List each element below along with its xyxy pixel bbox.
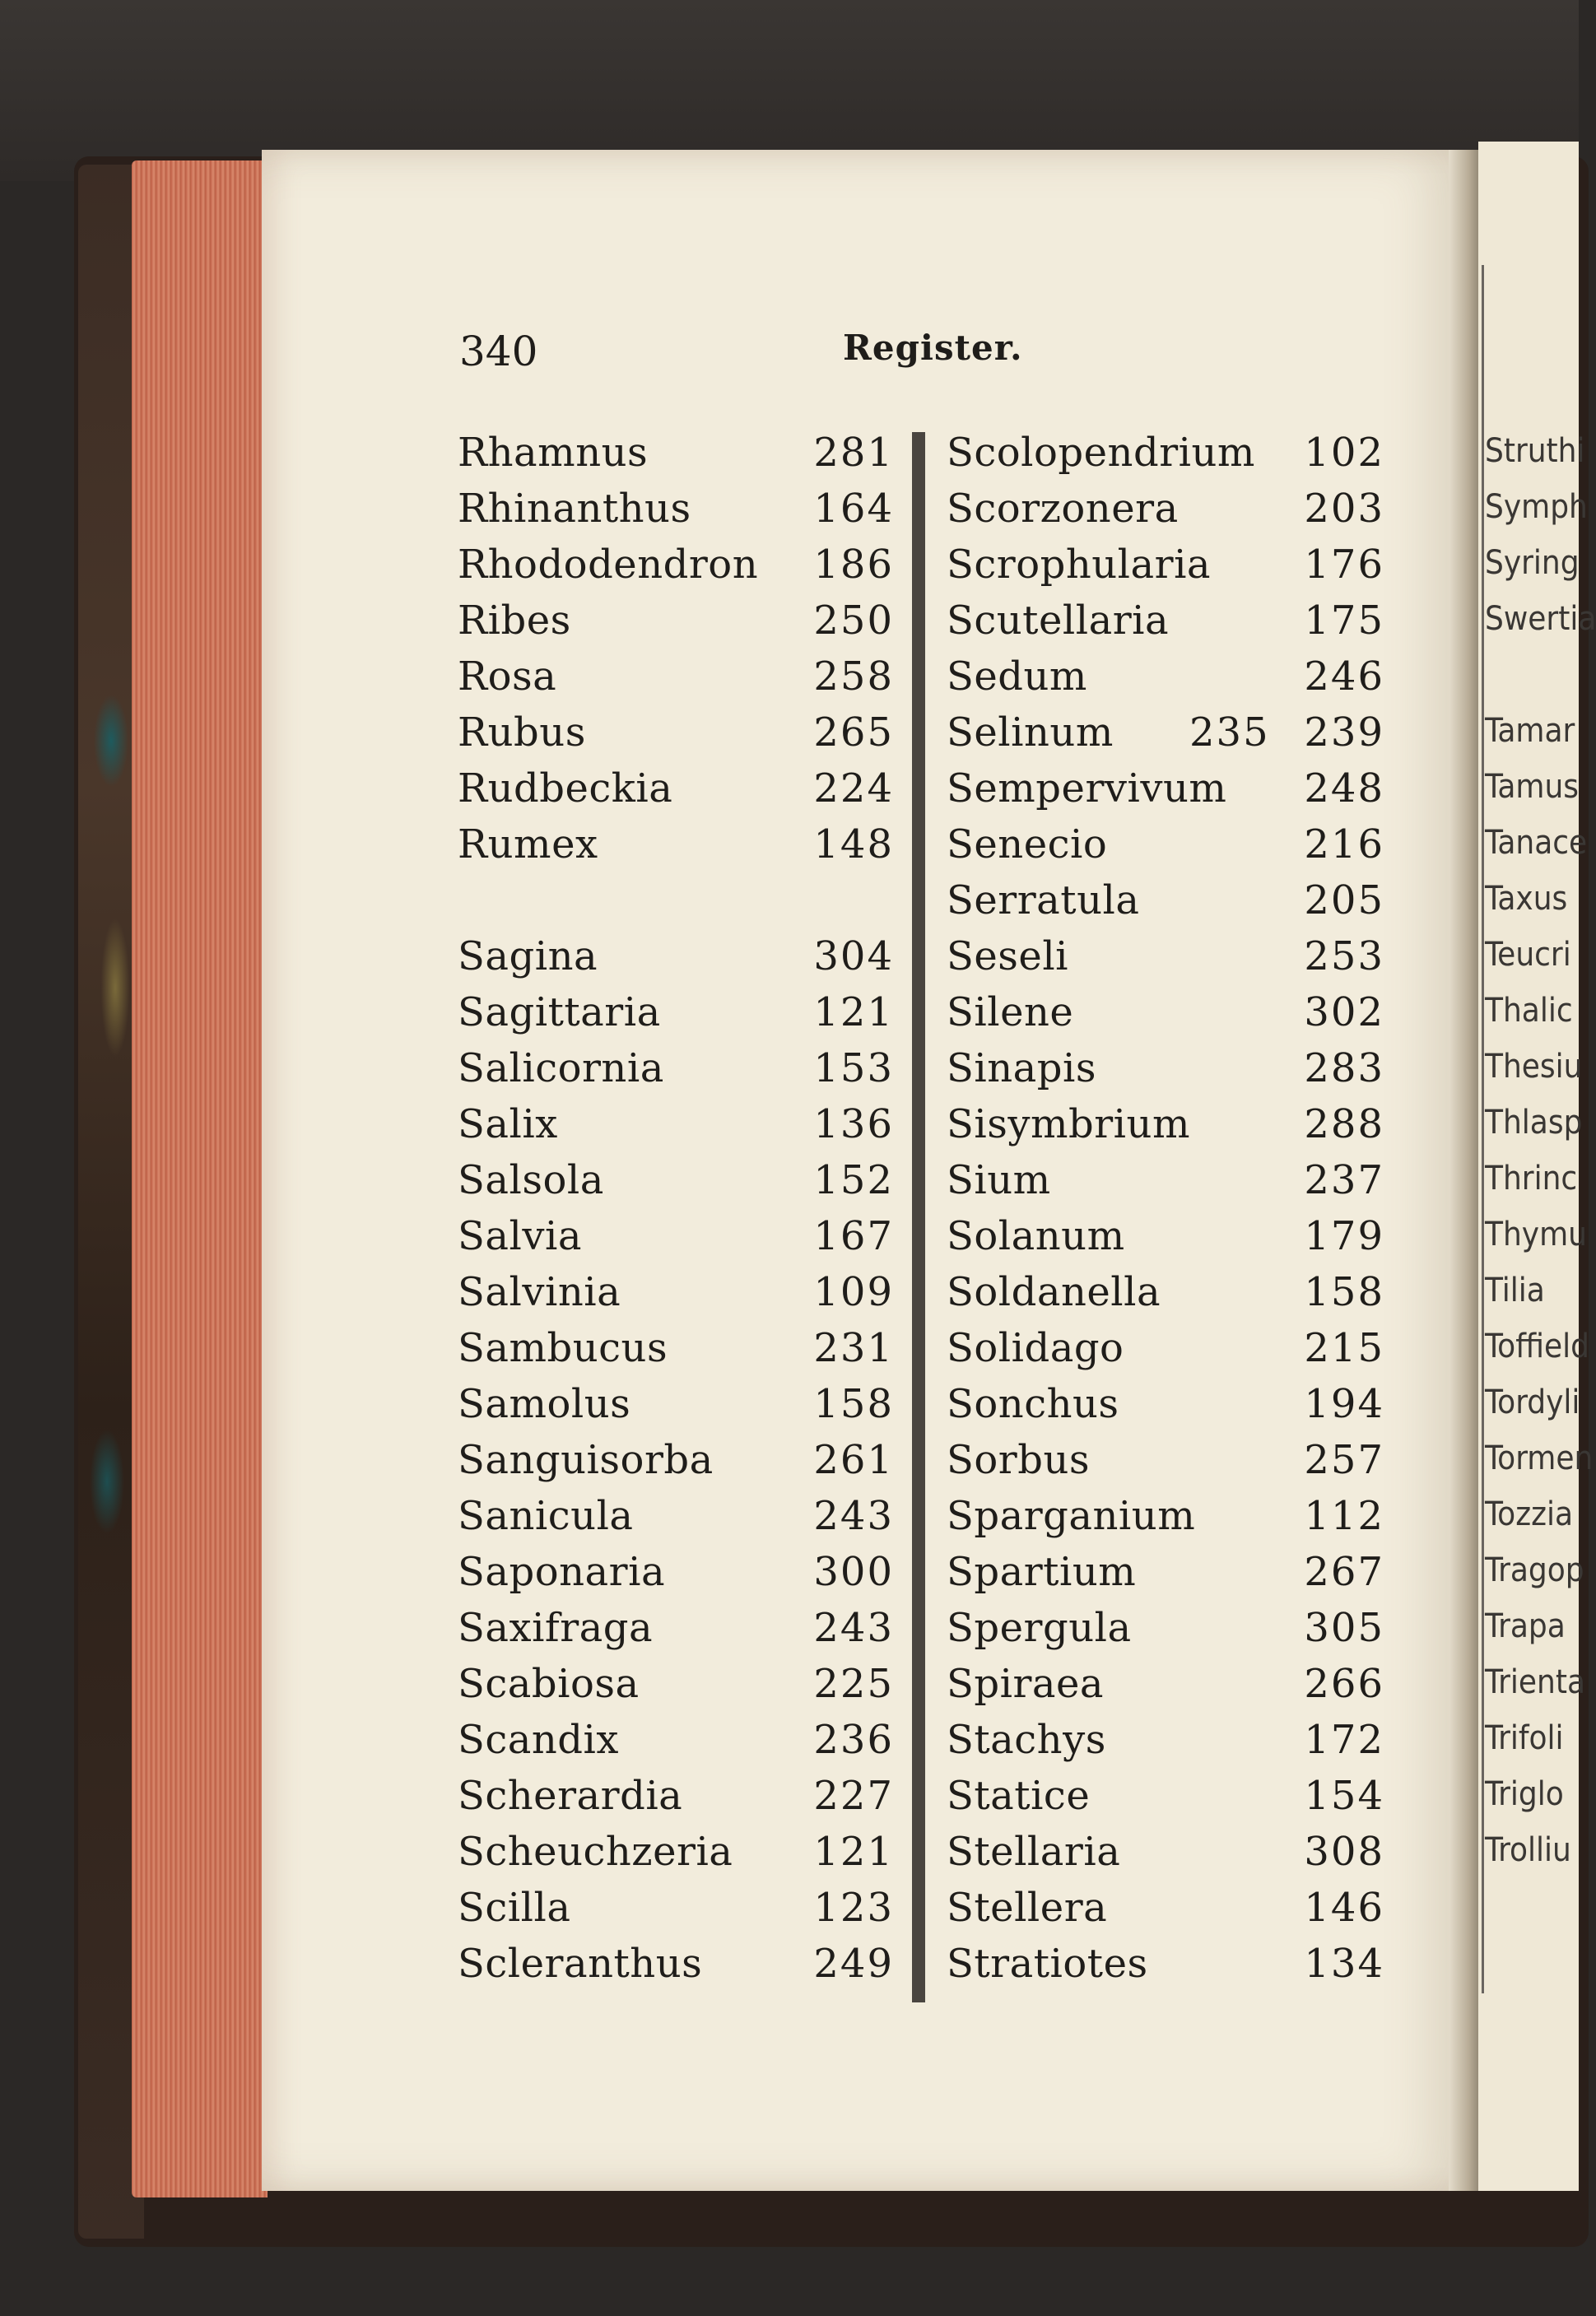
index-entry [458, 1885, 894, 1941]
entry-name: Serratula [947, 877, 1140, 923]
entry-name: Sedum [947, 653, 1087, 700]
entry-page: 172 [1304, 1717, 1384, 1763]
index-entry [947, 765, 1384, 821]
index-entry [458, 1549, 894, 1605]
index-entry [947, 1493, 1384, 1549]
entry-name: Scrophularia [947, 542, 1212, 588]
entry-page: 250 [813, 598, 894, 644]
facing-page-word: Tilia [1485, 1272, 1545, 1309]
index-entry [947, 1045, 1384, 1101]
entry-name: Ribes [458, 598, 571, 644]
entry-page: 300 [813, 1549, 894, 1595]
facing-page-word: Thesiu [1485, 1048, 1583, 1086]
entry-name: Scheuchzeria [458, 1829, 733, 1875]
entry-page: 154 [1304, 1773, 1384, 1819]
facing-page [1478, 142, 1596, 2191]
entry-name: Salix [458, 1101, 558, 1147]
entry-page: 236 [813, 1717, 894, 1763]
facing-page-word: Tordyli [1485, 1384, 1580, 1421]
entry-page: 164 [813, 486, 894, 532]
entry-page: 167 [813, 1213, 894, 1259]
entry-name: Stellera [947, 1885, 1108, 1931]
entry-page: 176 [1304, 542, 1384, 588]
entry-name: Scutellaria [947, 598, 1170, 644]
entry-page: 257 [1304, 1437, 1384, 1483]
index-entry [947, 1269, 1384, 1325]
entry-name: Sanguisorba [458, 1437, 714, 1483]
entry-page: 231 [813, 1325, 894, 1371]
entry-name: Sanicula [458, 1493, 634, 1539]
index-entry [458, 486, 894, 542]
index-entry [458, 1829, 894, 1885]
entry-name: Salvia [458, 1213, 582, 1259]
index-entry [458, 877, 894, 933]
index-entry [947, 877, 1384, 933]
index-entry [458, 1773, 894, 1829]
entry-name: Stratiotes [947, 1941, 1148, 1987]
index-entry [458, 542, 894, 598]
facing-page-word: Struthi [1485, 432, 1585, 470]
index-entry [458, 1437, 894, 1493]
entry-page: 288 [1304, 1101, 1384, 1147]
index-entry [458, 1381, 894, 1437]
entry-page: 186 [813, 542, 894, 588]
entry-page: 205 [1304, 877, 1384, 923]
index-entry [458, 1325, 894, 1381]
entry-page: 158 [1304, 1269, 1384, 1315]
index-entry [458, 1101, 894, 1157]
entry-name: Sagina [458, 933, 598, 979]
entry-page: 265 [813, 709, 894, 756]
entry-page: 239 [1304, 709, 1384, 756]
entry-name: Stachys [947, 1717, 1106, 1763]
facing-page-word: Tamus [1485, 768, 1580, 806]
entry-name: Sonchus [947, 1381, 1119, 1427]
entry-page: 112 [1304, 1493, 1384, 1539]
facing-page-word: Trapa [1485, 1607, 1566, 1645]
index-entry [458, 1717, 894, 1773]
entry-page: 261 [813, 1437, 894, 1483]
entry-name: Solidago [947, 1325, 1124, 1371]
entry-name: Senecio [947, 821, 1108, 867]
index-entry [947, 821, 1384, 877]
entry-page: 237 [1304, 1157, 1384, 1203]
facing-page-word: Thymu [1485, 1216, 1587, 1253]
entry-name: Soldanella [947, 1269, 1161, 1315]
index-entry [458, 821, 894, 877]
index-entry [947, 933, 1384, 989]
index-entry [458, 1269, 894, 1325]
entry-page: 281 [813, 430, 894, 476]
facing-page-word: Syring [1485, 544, 1580, 582]
entry-name: Scherardia [458, 1773, 683, 1819]
entry-page: 267 [1304, 1549, 1384, 1595]
facing-page-word: Trienta [1485, 1663, 1585, 1701]
index-entry [947, 1101, 1384, 1157]
entry-page: 249 [813, 1941, 894, 1987]
entry-page: 152 [813, 1157, 894, 1203]
entry-name: Sagittaria [458, 989, 661, 1035]
index-entry [458, 933, 894, 989]
entry-name: Sinapis [947, 1045, 1096, 1091]
index-entry [947, 653, 1384, 709]
facing-page-word: Trifoli [1485, 1719, 1564, 1757]
entry-page: 179 [1304, 1213, 1384, 1259]
facing-page-word: Teucri [1485, 936, 1571, 974]
entry-page: 246 [1304, 653, 1384, 700]
entry-page: 308 [1304, 1829, 1384, 1875]
entry-name: Scandix [458, 1717, 619, 1763]
entry-name: Sisymbrium [947, 1101, 1190, 1147]
index-entry [947, 1717, 1384, 1773]
column-divider [912, 432, 925, 2002]
entry-name: Sparganium [947, 1493, 1196, 1539]
facing-page-word: Swertia [1485, 600, 1596, 638]
entry-name: Scorzonera [947, 486, 1179, 532]
facing-page-word: Tamar [1485, 712, 1575, 750]
entry-name: Scleranthus [458, 1941, 703, 1987]
index-entry [947, 989, 1384, 1045]
entry-name: Stellaria [947, 1829, 1121, 1875]
page-title: Register. [843, 328, 1023, 368]
entry-page: 225 [813, 1661, 894, 1707]
page-number: 340 [459, 328, 538, 375]
index-entry [458, 653, 894, 709]
entry-name: Scilla [458, 1885, 571, 1931]
index-entry [458, 1045, 894, 1101]
index-entry [458, 1157, 894, 1213]
index-entry [458, 1493, 894, 1549]
entry-page: 224 [813, 765, 894, 812]
entry-name: Statice [947, 1773, 1091, 1819]
index-entry [947, 1325, 1384, 1381]
index-entry [458, 1661, 894, 1717]
entry-name: Scolopendrium [947, 430, 1255, 476]
entry-name: Sium [947, 1157, 1051, 1203]
index-entry [947, 1829, 1384, 1885]
index-entry [947, 1437, 1384, 1493]
facing-page-word: Tormen [1485, 1439, 1594, 1477]
entry-page: 305 [1304, 1605, 1384, 1651]
entry-page: 146 [1304, 1885, 1384, 1931]
index-column-right [947, 430, 1384, 1997]
entry-name: Rosa [458, 653, 557, 700]
entry-name: Silene [947, 989, 1074, 1035]
facing-page-rule [1482, 265, 1484, 1993]
entry-page: 102 [1304, 430, 1384, 476]
index-entry [947, 598, 1384, 653]
entry-page: 253 [1304, 933, 1384, 979]
page-gutter [1449, 150, 1482, 2191]
facing-page-word: Trolliu [1485, 1831, 1571, 1869]
index-entry [947, 1157, 1384, 1213]
entry-page: 158 [813, 1381, 894, 1427]
entry-page: 216 [1304, 821, 1384, 867]
index-entry [458, 765, 894, 821]
entry-name: Sambucus [458, 1325, 668, 1371]
entry-name: Selinum [947, 709, 1114, 756]
index-entry [947, 709, 1384, 765]
index-entry [947, 1213, 1384, 1269]
index-entry [947, 1381, 1384, 1437]
index-entry [458, 709, 894, 765]
entry-name: Salicornia [458, 1045, 664, 1091]
entry-page: 194 [1304, 1381, 1384, 1427]
entry-page: 203 [1304, 486, 1384, 532]
index-entry [947, 1773, 1384, 1829]
index-entry [458, 1941, 894, 1997]
entry-name: Spergula [947, 1605, 1132, 1651]
index-entry [947, 430, 1384, 486]
facing-page-word: Thlasp [1485, 1104, 1583, 1142]
index-entry [947, 1661, 1384, 1717]
entry-page: 215 [1304, 1325, 1384, 1371]
entry-name: Sempervivum [947, 765, 1227, 812]
entry-page: 121 [813, 989, 894, 1035]
entry-name: Salvinia [458, 1269, 621, 1315]
entry-name: Rumex [458, 821, 598, 867]
facing-page-word: Tanace [1485, 824, 1588, 862]
index-column-left [458, 430, 894, 1997]
entry-page: 283 [1304, 1045, 1384, 1091]
entry-name: Rhododendron [458, 542, 759, 588]
entry-page: 136 [813, 1101, 894, 1147]
entry-name: Rudbeckia [458, 765, 673, 812]
entry-name: Rubus [458, 709, 586, 756]
entry-name: Rhinanthus [458, 486, 691, 532]
entry-name: Samolus [458, 1381, 631, 1427]
entry-page: 243 [813, 1493, 894, 1539]
index-entry [458, 598, 894, 653]
index-entry [947, 1885, 1384, 1941]
index-entry [947, 486, 1384, 542]
entry-page: 153 [813, 1045, 894, 1091]
entry-name: Scabiosa [458, 1661, 640, 1707]
facing-page-word: Thalic [1485, 992, 1573, 1030]
entry-page: 109 [813, 1269, 894, 1315]
entry-name: Spiraea [947, 1661, 1105, 1707]
index-entry [458, 1605, 894, 1661]
entry-page: 302 [1304, 989, 1384, 1035]
index-entry [458, 1213, 894, 1269]
entry-page: 243 [813, 1605, 894, 1651]
facing-page-word: Thrinc [1485, 1160, 1578, 1198]
entry-name: Sorbus [947, 1437, 1090, 1483]
entry-name: Spartium [947, 1549, 1137, 1595]
entry-name: Seseli [947, 933, 1069, 979]
entry-name: Rhamnus [458, 430, 649, 476]
entry-page: 258 [813, 653, 894, 700]
facing-page-word: Tozzia [1485, 1495, 1574, 1533]
index-entry [458, 989, 894, 1045]
index-entry [947, 542, 1384, 598]
entry-name: Saxifraga [458, 1605, 654, 1651]
entry-page: 175 [1304, 598, 1384, 644]
entry-page: 304 [813, 933, 894, 979]
facing-page-word: Symph [1485, 488, 1588, 526]
entry-alt-page: 235 [1189, 709, 1270, 756]
entry-page: 148 [813, 821, 894, 867]
entry-page: 121 [813, 1829, 894, 1875]
entry-page: 227 [813, 1773, 894, 1819]
index-entry [458, 430, 894, 486]
index-entry [947, 1941, 1384, 1997]
entry-name: Saponaria [458, 1549, 666, 1595]
index-entry [947, 1549, 1384, 1605]
facing-page-word: Tragop [1485, 1551, 1584, 1589]
entry-name: Salsola [458, 1157, 604, 1203]
page-edges [132, 160, 268, 2197]
entry-name: Solanum [947, 1213, 1125, 1259]
facing-page-word: Toffield [1485, 1328, 1589, 1365]
index-entry [947, 1605, 1384, 1661]
entry-page: 123 [813, 1885, 894, 1931]
entry-page: 266 [1304, 1661, 1384, 1707]
entry-page: 134 [1304, 1941, 1384, 1987]
facing-page-word: Triglo [1485, 1775, 1564, 1813]
facing-page-word: Taxus [1485, 880, 1568, 918]
entry-page: 248 [1304, 765, 1384, 812]
